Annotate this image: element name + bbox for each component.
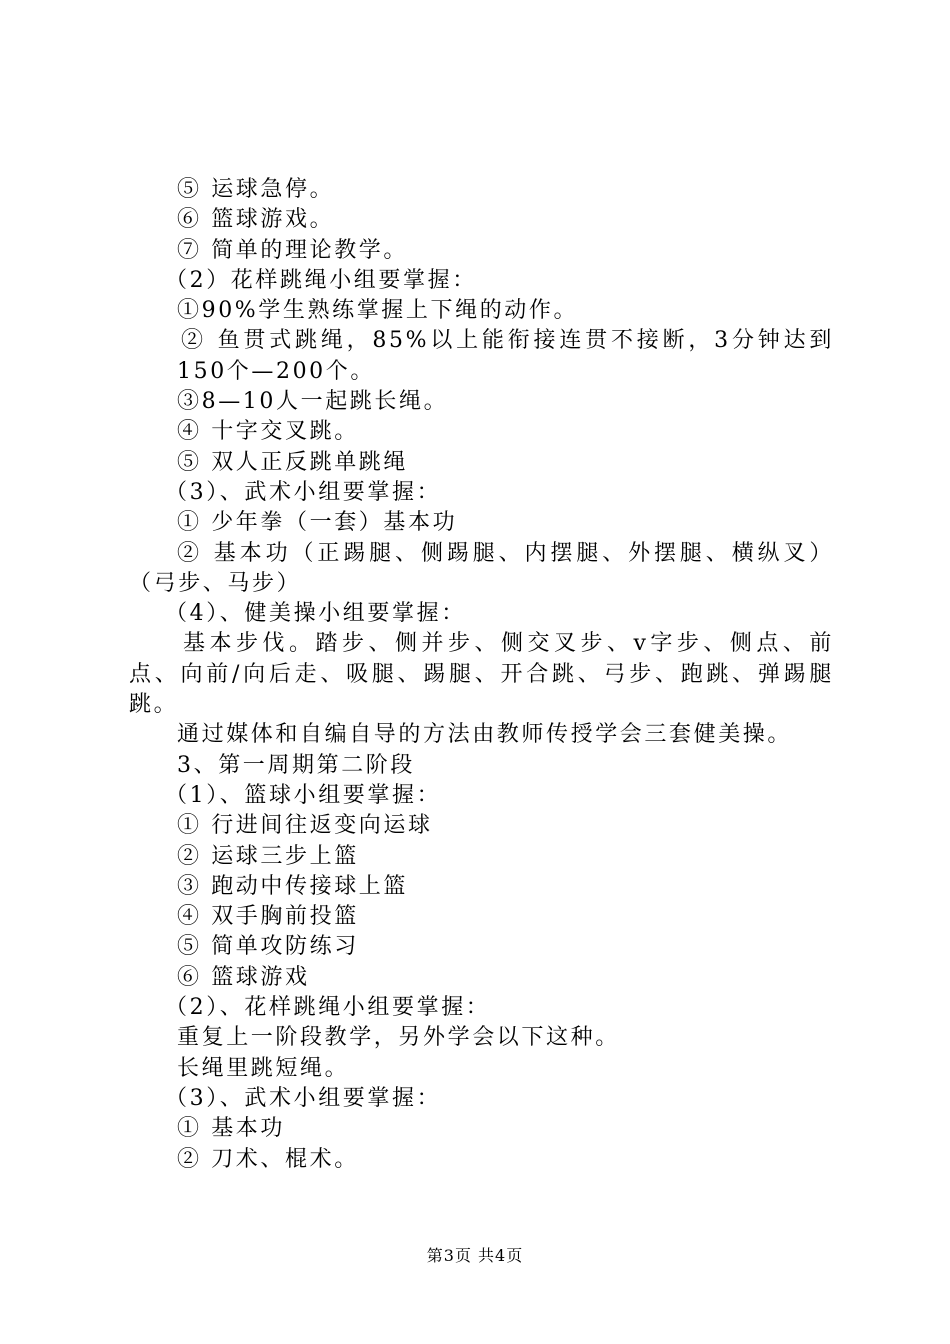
paragraph-line: ④ 双手胸前投篮	[177, 904, 359, 930]
paragraph-line: ② 基本功（正踢腿、侧踢腿、内摆腿、外摆腿、横纵叉）（弓步、马步）	[129, 540, 834, 596]
paragraph-line: ⑥ 篮球游戏。	[177, 207, 335, 233]
paragraph-line: ① 少年拳（一套）基本功	[177, 510, 458, 536]
paragraph-line: ② 鱼贯式跳绳，85%以上能衔接连贯不接断，3分钟达到150个—200个。	[177, 328, 834, 384]
paragraph-line: ④ 十字交叉跳。	[177, 419, 359, 445]
page-footer: 第3页 共4页	[426, 1246, 524, 1265]
paragraph-line: ⑥ 篮球游戏	[177, 964, 310, 990]
section-heading: （3）、武术小组要掌握：	[165, 1085, 442, 1111]
paragraph-line: ⑤ 简单攻防练习	[177, 934, 359, 960]
paragraph-line: ③8—10人一起跳长绳。	[177, 389, 449, 415]
paragraph-line: ⑤ 运球急停。	[177, 177, 335, 202]
paragraph-line: 通过媒体和自编自导的方法由教师传授学会三套健美操。	[177, 722, 793, 748]
section-heading: （4）、健美操小组要掌握：	[165, 601, 466, 627]
paragraph-line: 长绳里跳短绳。	[177, 1055, 350, 1081]
section-heading: （3）、武术小组要掌握：	[165, 479, 442, 505]
paragraph-line: ② 运球三步上篮	[177, 843, 359, 869]
paragraph-line: ③ 跑动中传接球上篮	[177, 873, 408, 899]
document-body	[129, 175, 834, 1175]
paragraph-line: 重复上一阶段教学，另外学会以下这种。	[177, 1025, 620, 1051]
paragraph-line: ⑦ 简单的理论教学。	[177, 237, 408, 263]
section-heading: 3、第一周期第二阶段	[177, 752, 415, 778]
paragraph-line: ① 基本功	[177, 1116, 285, 1142]
paragraph-line: ② 刀术、棍术。	[177, 1146, 359, 1172]
paragraph-line: ① 行进间往返变向运球	[177, 813, 433, 839]
section-heading: （2）花样跳绳小组要掌握：	[165, 267, 477, 293]
section-heading: （1）、篮球小组要掌握：	[165, 782, 442, 808]
paragraph-line: 基本步伐。踏步、侧并步、侧交叉步、v字步、侧点、前点、向前/向后走、吸腿、踢腿、开合跳、弓步、跑跳、弹踢腿跳。	[129, 631, 834, 718]
section-heading: （2）、花样跳绳小组要掌握：	[165, 995, 491, 1021]
paragraph-line: ①90%学生熟练掌握上下绳的动作。	[177, 298, 579, 324]
paragraph-line: ⑤ 双人正反跳单跳绳	[177, 449, 408, 475]
